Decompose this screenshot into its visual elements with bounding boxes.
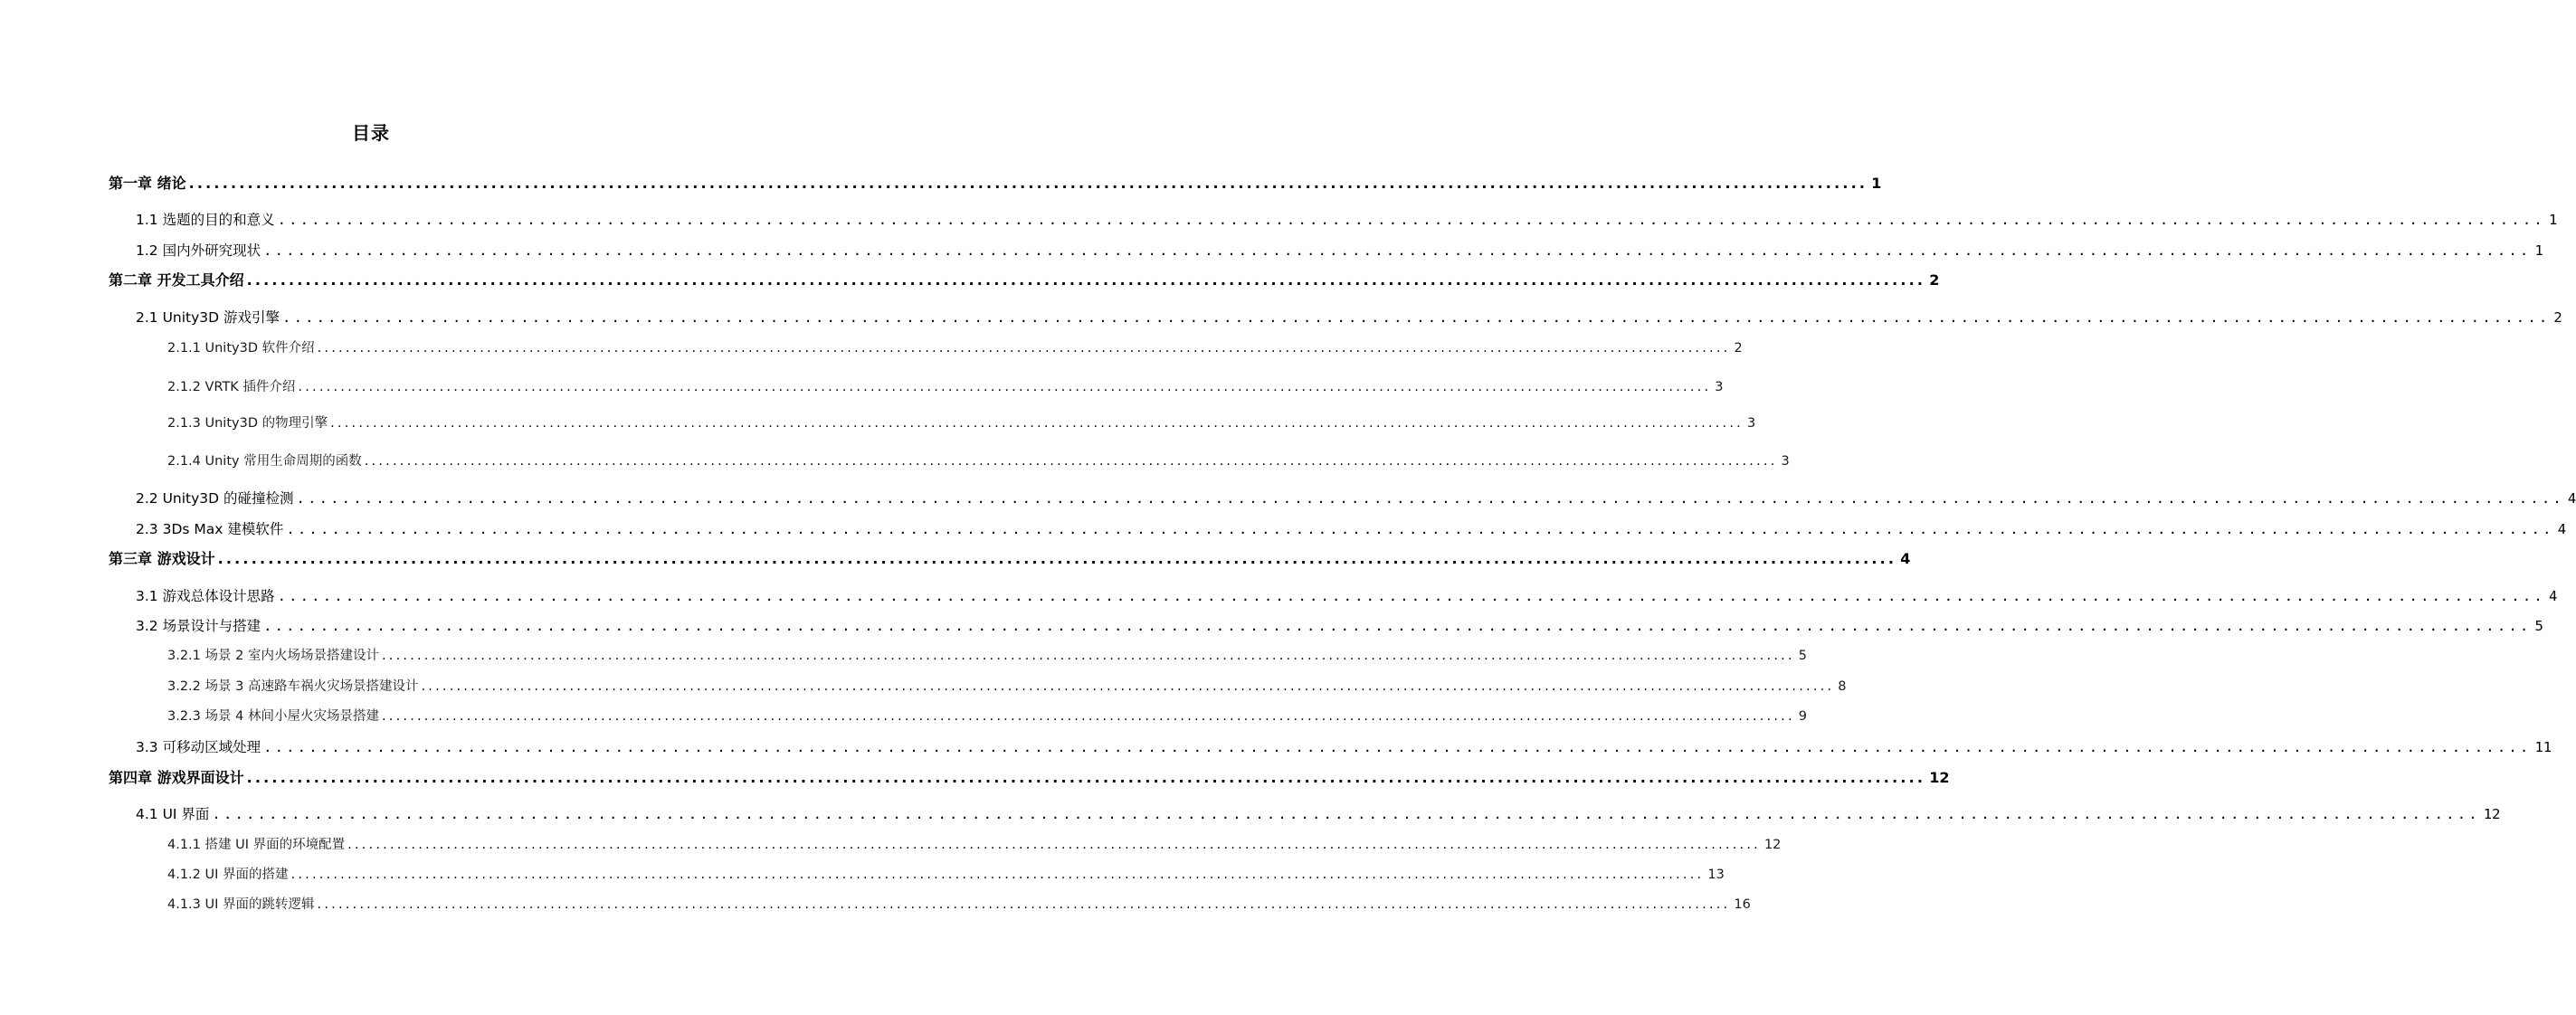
toc-page-number: 13 bbox=[1707, 868, 1725, 882]
toc-entry-label: 2.1.2 VRTK 插件介绍 bbox=[167, 380, 296, 394]
toc-entry-label: 3.2.1 场景 2 室内火场场景搭建设计 bbox=[167, 649, 379, 663]
toc-page-number: 1 bbox=[2534, 242, 2543, 259]
toc-page-number: 2 bbox=[2553, 309, 2562, 326]
toc-entry bbox=[136, 211, 2558, 229]
toc-entry bbox=[167, 866, 1725, 884]
toc-entry-label: 3.3 可移动区域处理 bbox=[136, 739, 261, 755]
toc-dot-leader: ........................................................................................................................................................................................................ bbox=[298, 380, 1712, 394]
toc-dot-leader: ........................................................................................................................................................................................................ bbox=[263, 242, 2532, 259]
toc-entry bbox=[167, 452, 1790, 470]
toc-entry-label: 4.1.3 UI 界面的跳转逻辑 bbox=[167, 897, 315, 912]
toc-page-number: 8 bbox=[1838, 679, 1847, 694]
toc-entry-label: 2.1.4 Unity 常用生命周期的函数 bbox=[167, 454, 362, 469]
toc-page-number: 16 bbox=[1734, 897, 1751, 912]
toc-entry bbox=[167, 836, 1782, 854]
toc-page-number: 11 bbox=[2534, 739, 2552, 755]
toc-entry-label: 第四章 游戏界面设计 bbox=[109, 769, 244, 786]
toc-dot-leader: ........................................................................................................................................................................................................ bbox=[290, 868, 1705, 882]
toc-entry bbox=[167, 678, 1847, 696]
toc-page-number: 12 bbox=[1763, 838, 1782, 852]
toc-page-number: 5 bbox=[1798, 649, 1808, 663]
toc-dot-leader: ........................................................................................................................................................................................................ bbox=[246, 769, 1926, 786]
toc-page-number: 3 bbox=[1746, 416, 1756, 431]
toc-page-number: 4 bbox=[1900, 550, 1911, 567]
toc-page-number: 3 bbox=[1715, 380, 1724, 394]
toc-dot-leader: ........................................................................................................................................................................................................ bbox=[263, 618, 2532, 634]
toc-dot-leader: ........................................................................................................................................................................................................ bbox=[421, 679, 1835, 694]
toc-entry bbox=[136, 308, 2562, 327]
toc-page-number: 4 bbox=[2567, 490, 2576, 507]
toc-entry bbox=[167, 896, 1751, 914]
toc-page-number: 1 bbox=[2548, 212, 2558, 228]
toc-entry bbox=[167, 414, 1756, 432]
toc-dot-leader: ........................................................................................................................................................................................................ bbox=[317, 341, 1731, 356]
toc-entry bbox=[136, 587, 2558, 605]
toc-dot-leader: ........................................................................................................................................................................................................ bbox=[277, 212, 2545, 228]
toc-entry bbox=[136, 242, 2543, 260]
toc-entry bbox=[136, 489, 2576, 508]
toc-page-number: 2 bbox=[1734, 341, 1743, 356]
toc-entry bbox=[136, 805, 2501, 823]
toc-entry bbox=[109, 769, 1950, 787]
toc-page-number: 12 bbox=[1929, 769, 1950, 786]
toc-entry-label: 4.1 UI 界面 bbox=[136, 806, 210, 822]
toc-entry-label: 第三章 游戏设计 bbox=[109, 550, 215, 567]
toc-entry-label: 2.1.3 Unity3D 的物理引擎 bbox=[167, 416, 328, 431]
toc-dot-leader: ........................................................................................................................................................................................................ bbox=[296, 490, 2564, 507]
toc-page-number: 12 bbox=[2483, 806, 2501, 822]
toc-dot-leader: ........................................................................................................................................................................................................ bbox=[217, 550, 1897, 567]
toc-entry bbox=[167, 647, 1808, 665]
toc-entry-label: 2.1 Unity3D 游戏引擎 bbox=[136, 309, 280, 326]
toc-dot-leader: ........................................................................................................................................................................................................ bbox=[212, 806, 2480, 822]
toc-entry-label: 2.3 3Ds Max 建模软件 bbox=[136, 521, 284, 537]
toc-entry bbox=[109, 550, 1911, 568]
toc-page-number: 4 bbox=[2557, 521, 2567, 537]
toc-entry-label: 3.2 场景设计与搭建 bbox=[136, 618, 261, 634]
toc-entry-label: 3.1 游戏总体设计思路 bbox=[136, 588, 275, 604]
toc-page-number: 3 bbox=[1781, 454, 1790, 469]
toc-page-number: 5 bbox=[2534, 618, 2543, 634]
toc-entry-label: 第二章 开发工具介绍 bbox=[109, 271, 244, 289]
toc-page-number: 1 bbox=[1871, 175, 1882, 192]
toc-entry bbox=[136, 520, 2567, 538]
toc-dot-leader: ........................................................................................................................................................................................................ bbox=[263, 739, 2532, 755]
toc-page-number: 4 bbox=[2548, 588, 2558, 604]
toc-page-number: 2 bbox=[1929, 271, 1940, 289]
toc-dot-leader: ........................................................................................................................................................................................................ bbox=[286, 521, 2554, 537]
toc-entry-label: 3.2.2 场景 3 高速路车祸火灾场景搭建设计 bbox=[167, 679, 419, 694]
toc-entry-label: 4.1.2 UI 界面的搭建 bbox=[167, 868, 289, 882]
toc-entry-label: 第一章 绪论 bbox=[109, 175, 186, 192]
toc-page-number: 9 bbox=[1798, 709, 1808, 724]
toc-dot-leader: ........................................................................................................................................................................................................ bbox=[317, 897, 1731, 912]
toc-entry-label: 2.1.1 Unity3D 软件介绍 bbox=[167, 341, 315, 356]
toc-dot-leader: ........................................................................................................................................................................................................ bbox=[347, 838, 1761, 852]
toc-entry bbox=[167, 378, 1724, 396]
toc-dot-leader: ........................................................................................................................................................................................................ bbox=[282, 309, 2551, 326]
toc-dot-leader: ........................................................................................................................................................................................................ bbox=[330, 416, 1744, 431]
toc-entry bbox=[167, 339, 1743, 357]
toc-dot-leader: ........................................................................................................................................................................................................ bbox=[246, 271, 1926, 289]
toc-entry bbox=[136, 738, 2552, 756]
toc-dot-leader: ........................................................................................................................................................................................................ bbox=[381, 709, 1795, 724]
toc-dot-leader: ........................................................................................................................................................................................................ bbox=[381, 649, 1795, 663]
toc-entry bbox=[109, 175, 1882, 193]
toc-dot-leader: ........................................................................................................................................................................................................ bbox=[277, 588, 2545, 604]
toc-entry-label: 3.2.3 场景 4 林间小屋火灾场景搭建 bbox=[167, 709, 379, 724]
toc-entry bbox=[136, 617, 2543, 635]
toc-entry-label: 4.1.1 搭建 UI 界面的环境配置 bbox=[167, 838, 346, 852]
toc-entry bbox=[109, 271, 1940, 289]
toc-dot-leader: ........................................................................................................................................................................................................ bbox=[188, 175, 1868, 192]
toc-entry bbox=[167, 707, 1808, 726]
toc-dot-leader: ........................................................................................................................................................................................................ bbox=[364, 454, 1778, 469]
toc-entry-label: 2.2 Unity3D 的碰撞检测 bbox=[136, 490, 294, 507]
toc-entry-label: 1.1 选题的目的和意义 bbox=[136, 212, 275, 228]
toc-title: 目录 bbox=[352, 122, 390, 144]
toc-entry-label: 1.2 国内外研究现状 bbox=[136, 242, 261, 259]
